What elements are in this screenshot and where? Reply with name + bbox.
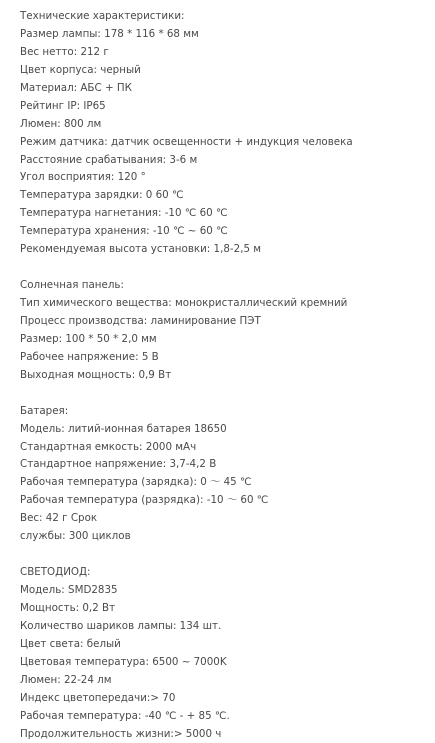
spec-line: Люмен: 800 лм xyxy=(20,116,429,134)
section-solar-panel xyxy=(20,277,429,385)
spec-line: Продолжительность жизни:> 5000 ч xyxy=(20,726,429,743)
spec-line: Угол восприятия: 120 ° xyxy=(20,169,429,187)
spec-line: Индекс цветопередачи:> 70 xyxy=(20,690,429,708)
spec-line: Материал: АБС + ПК xyxy=(20,80,429,98)
spec-line: Режим датчика: датчик освещенности + индукция человека xyxy=(20,134,429,152)
spec-document xyxy=(20,8,429,743)
spec-line: Температура хранения: -10 ℃ ~ 60 ℃ xyxy=(20,223,429,241)
spec-line: Температура нагнетания: -10 ℃ 60 ℃ xyxy=(20,205,429,223)
section-title: Солнечная панель: xyxy=(20,277,429,295)
spec-line: Вес нетто: 212 г xyxy=(20,44,429,62)
spec-line: Тип химического вещества: монокристаллический кремний xyxy=(20,295,429,313)
spec-line: Стандартная емкость: 2000 мАч xyxy=(20,439,429,457)
spec-line: Мощность: 0,2 Вт xyxy=(20,600,429,618)
spec-line: Выходная мощность: 0,9 Вт xyxy=(20,367,429,385)
spec-line: Рейтинг IP: IP65 xyxy=(20,98,429,116)
spec-line: Температура зарядки: 0 60 ℃ xyxy=(20,187,429,205)
section-title: Батарея: xyxy=(20,403,429,421)
spec-line: Цвет света: белый xyxy=(20,636,429,654)
spec-line: Вес: 42 г Срок xyxy=(20,510,429,528)
section-title: СВЕТОДИОД: xyxy=(20,564,429,582)
spec-line: Рабочая температура (зарядка): 0 〜 45 ℃ xyxy=(20,474,429,492)
spec-line: Рекомендуемая высота установки: 1,8-2,5 м xyxy=(20,241,429,259)
spec-line: Размер лампы: 178 * 116 * 68 мм xyxy=(20,26,429,44)
section-specs xyxy=(20,8,429,259)
spec-line: Размер: 100 * 50 * 2,0 мм xyxy=(20,331,429,349)
spec-line: службы: 300 циклов xyxy=(20,528,429,546)
spec-line: Рабочая температура (разрядка): -10 〜 60 ℃ xyxy=(20,492,429,510)
spec-line: Расстояние срабатывания: 3-6 м xyxy=(20,152,429,170)
spec-line: Модель: SMD2835 xyxy=(20,582,429,600)
spec-line: Цвет корпуса: черный xyxy=(20,62,429,80)
spec-line: Количество шариков лампы: 134 шт. xyxy=(20,618,429,636)
section-led xyxy=(20,564,429,743)
spec-line: Цветовая температура: 6500 ~ 7000K xyxy=(20,654,429,672)
section-gap xyxy=(20,385,429,403)
spec-line: Рабочее напряжение: 5 В xyxy=(20,349,429,367)
section-gap xyxy=(20,546,429,564)
spec-line: Стандартное напряжение: 3,7-4,2 В xyxy=(20,456,429,474)
spec-line: Рабочая температура: -40 ℃ - + 85 ℃. xyxy=(20,708,429,726)
section-battery xyxy=(20,403,429,547)
spec-line: Модель: литий-ионная батарея 18650 xyxy=(20,421,429,439)
section-title: Технические характеристики: xyxy=(20,8,429,26)
spec-line: Процесс производства: ламинирование ПЭТ xyxy=(20,313,429,331)
spec-line: Люмен: 22-24 лм xyxy=(20,672,429,690)
section-gap xyxy=(20,259,429,277)
